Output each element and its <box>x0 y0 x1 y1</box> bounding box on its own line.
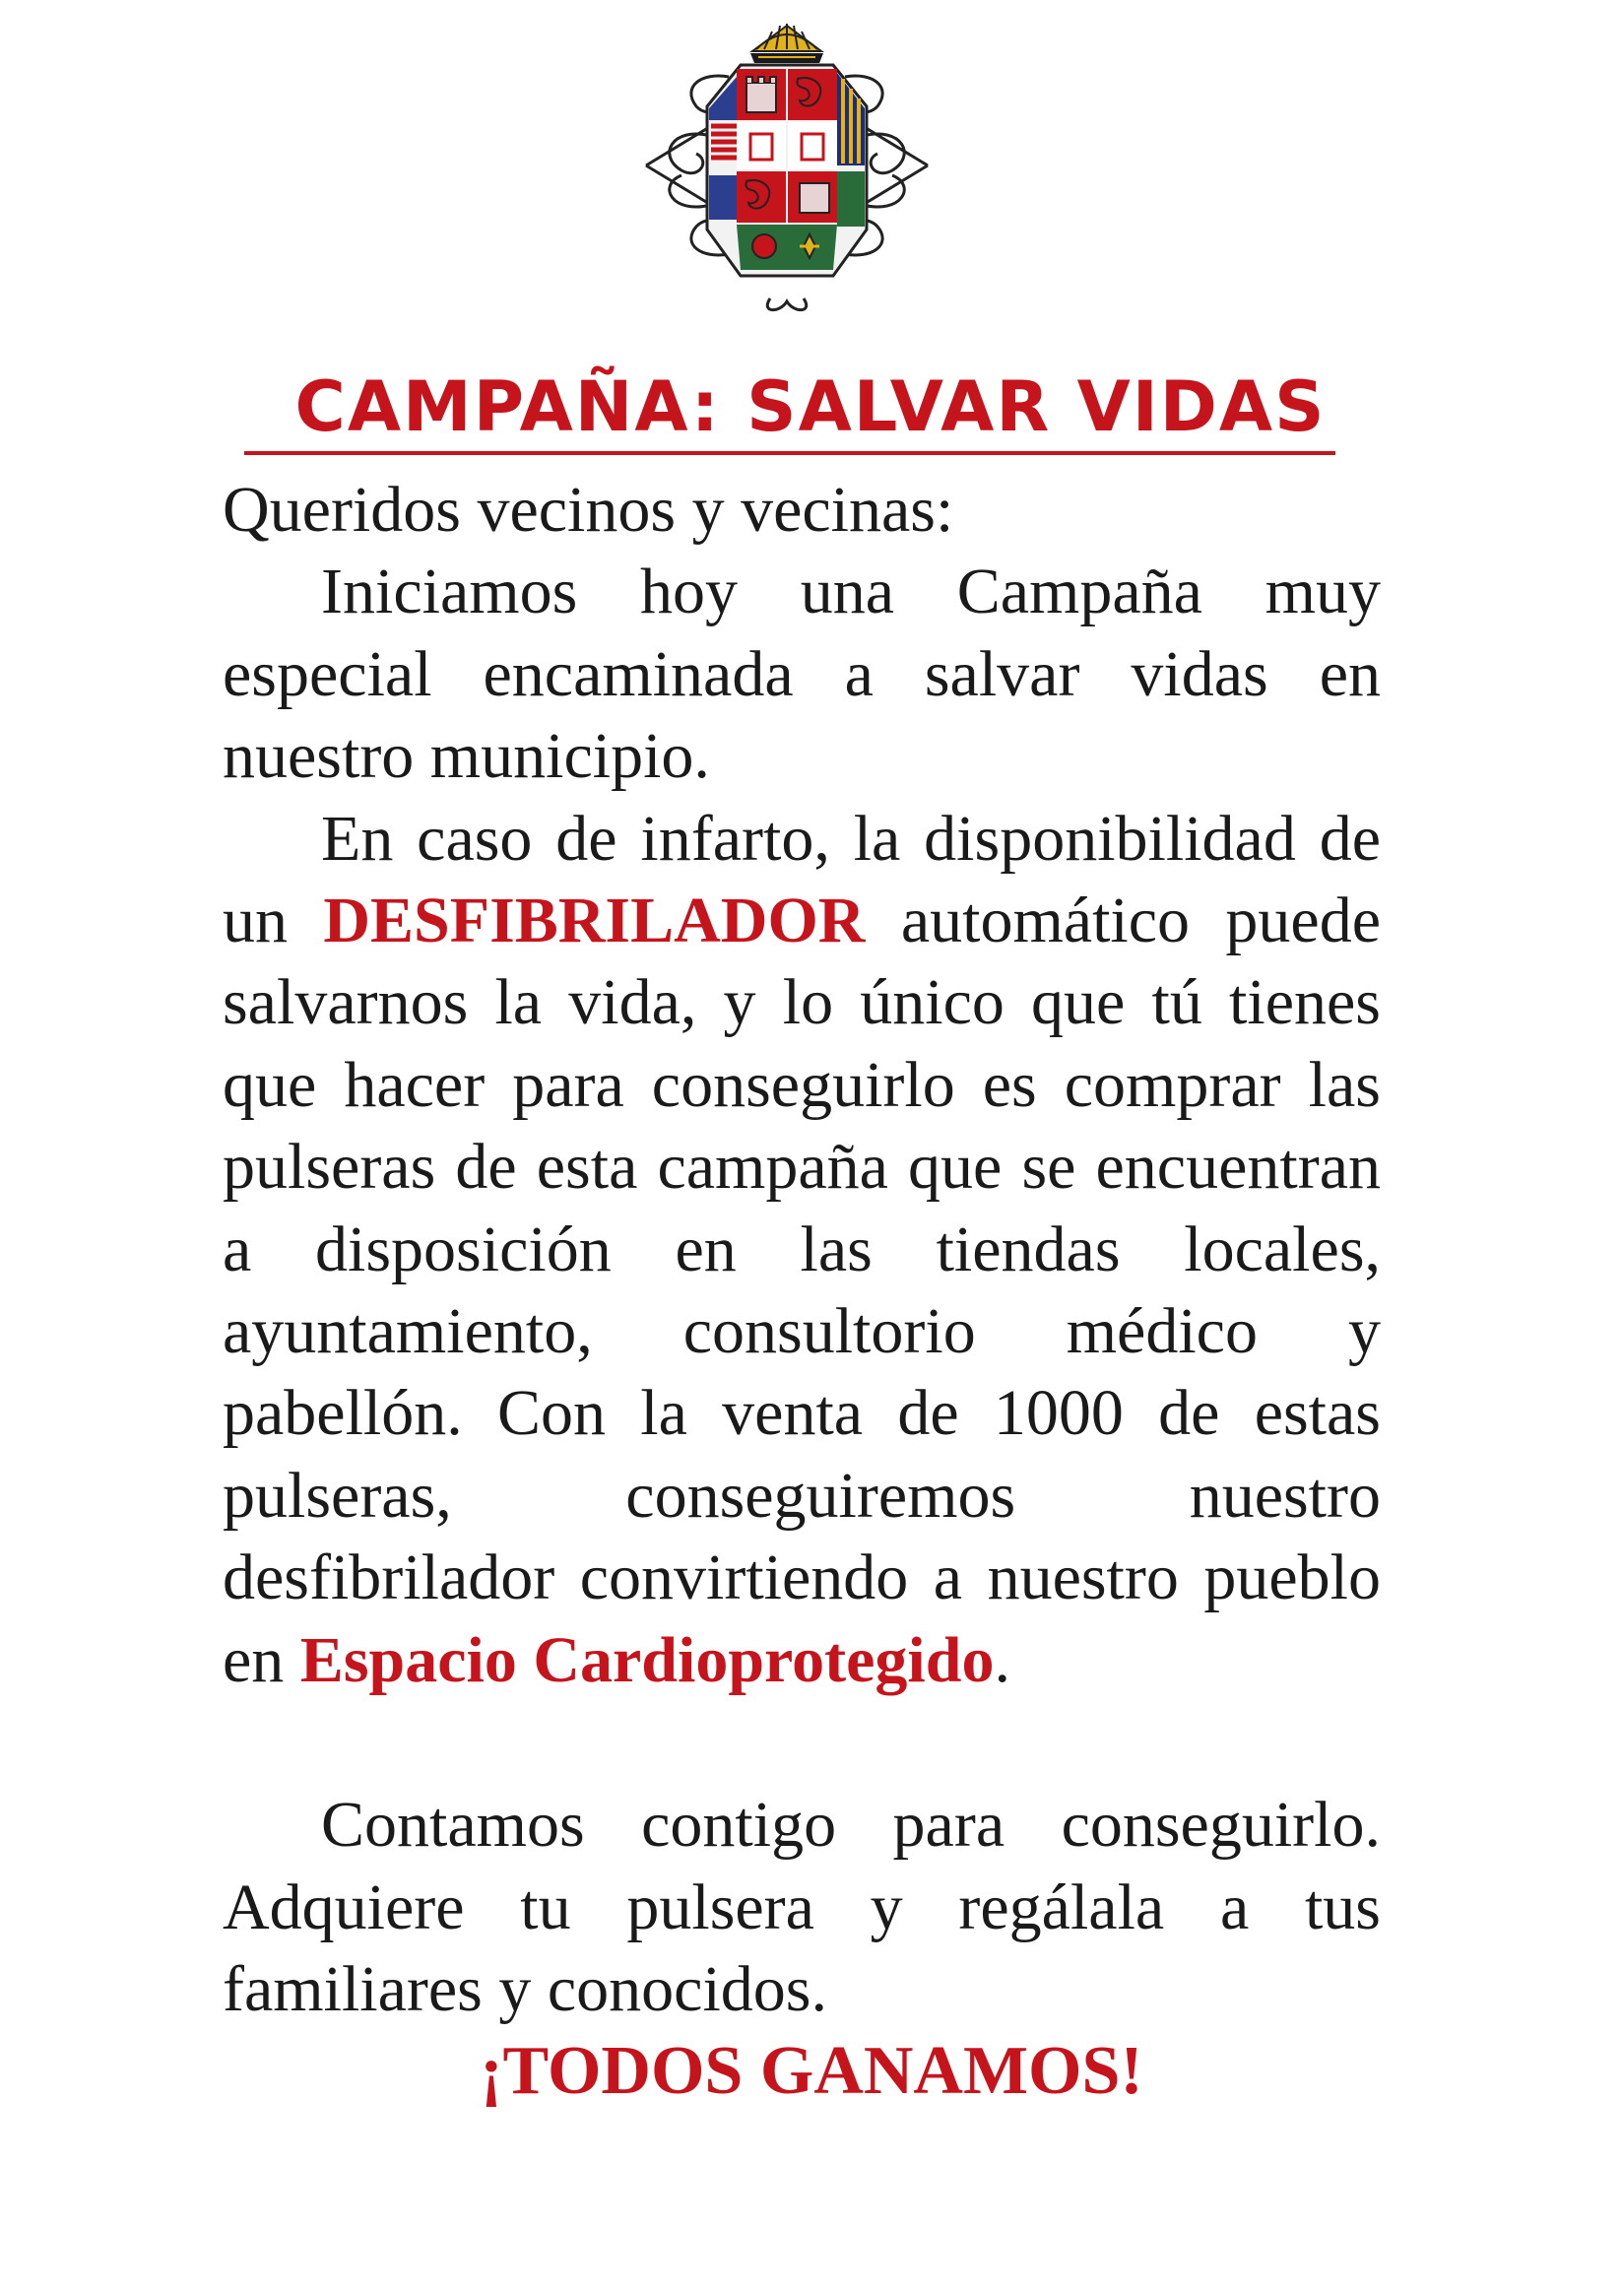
paragraph-call-to-action: Contamos contigo para conseguirlo. Adquiere tu pulsera y regálala a tus familiares y conocidos. <box>223 1789 1381 2025</box>
crest-shield <box>707 65 867 276</box>
highlight-desfibrilador: DESFIBRILADOR <box>323 885 866 957</box>
coat-of-arms <box>642 18 932 313</box>
page-title: CAMPAÑA: SALVAR VIDAS <box>294 366 1327 447</box>
paragraph-gap <box>223 1701 1381 1784</box>
crest-crown-icon <box>750 24 823 63</box>
highlight-espacio-cardioprotegido: Espacio Cardioprotegido <box>299 1623 995 1696</box>
paragraph-main-text-1: En caso de infarto, la disponibilidad de un <box>223 802 1381 957</box>
paragraph-intro: Iniciamos hoy una Campaña muy especial encaminada a salvar vidas en nuestro municipio. <box>223 556 1381 793</box>
paragraph-main-text-2: automático puede salvarnos la vida, y lo único que tú tienes que hacer para conseguirlo es comprar las pulseras de esta campaña que se encuentran a disposición en las tiendas locales, ayuntamiento, consultorio médico y pabellón. Con la venta de 1000 de estas pulseras, conseguiremos nuestro desfibrilador convirtiendo a nuestro pueblo en <box>223 885 1381 1696</box>
letter-body <box>223 469 1381 2113</box>
paragraph-main <box>223 798 1381 1701</box>
closing-slogan: ¡TODOS GANAMOS! <box>480 2033 1143 2110</box>
paragraph-main-text-3: . <box>994 1623 1010 1696</box>
greeting: Queridos vecinos y vecinas: <box>223 474 954 546</box>
title-underline <box>244 451 1335 455</box>
